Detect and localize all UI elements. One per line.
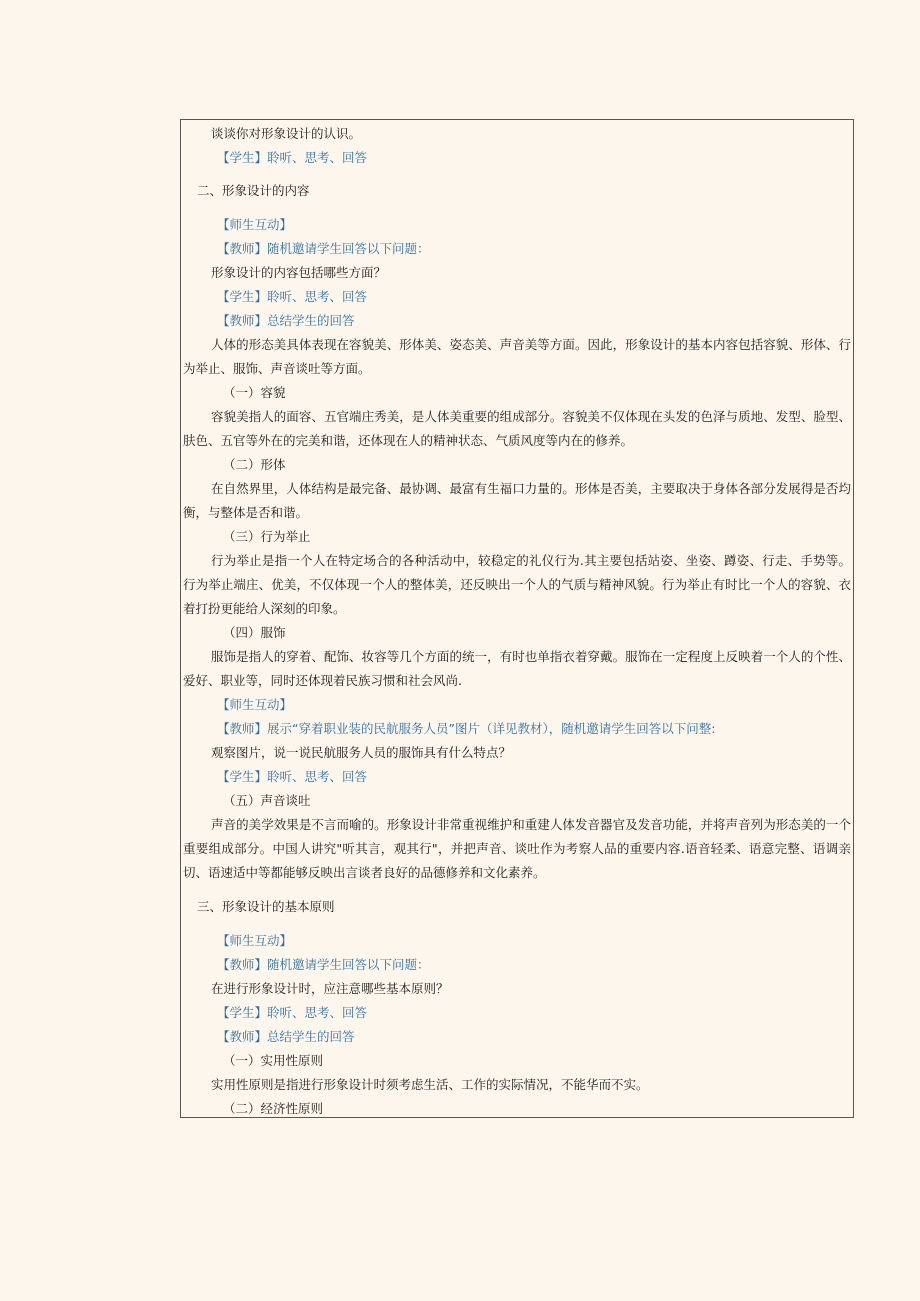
subsection-heading: （五）声音谈吐 — [223, 793, 311, 808]
teacher-prompt-line: 【教师】随机邀请学生回答以下问题： — [217, 241, 430, 256]
section-heading-content: 二、形象设计的内容 — [197, 183, 310, 198]
paragraph-body: 行为举止是指一个人在特定场合的各种活动中，较稳定的礼仪行为.其主要包括站姿、坐姿、蹲姿、行走、手势等。行为举止端庄、优美，不仅体现一个人的整体美，还反映出一个人的气质与精神风貌。行为举止有时比一个人的容貌、衣着打扮更能给人深刻的印象。 — [183, 553, 851, 616]
teacher-summary-line: 【教师】总结学生的回答 — [217, 1029, 355, 1044]
teacher-summary-line: 【教师】总结学生的回答 — [217, 313, 355, 328]
paragraph-body: 服饰是指人的穿着、配饰、妆容等几个方面的统一，有时也单指衣着穿戴。服饰在一定程度上反映着一个人的个性、爱好、职业等，同时还体现着民族习惯和社会风尚. — [183, 649, 851, 688]
document-frame — [180, 119, 854, 1118]
teacher-prompt-line: 【教师】随机邀请学生回答以下问题： — [217, 957, 430, 972]
paragraph-body: 实用性原则是指进行形象设计时须考虑生活、工作的实际情况，不能华而不实。 — [211, 1077, 649, 1092]
student-response-line: 【学生】聆听、思考、回答 — [217, 289, 368, 304]
paragraph-body: 容貌美指人的面容、五官端庄秀美，是人体美重要的组成部分。容貌美不仅体现在头发的色泽与质地、发型、脸型、肤色、五官等外在的完美和谐，还体现在人的精神状态、气质风度等内在的修养。 — [183, 409, 851, 448]
subsection-heading: （二）经济性原则 — [223, 1101, 324, 1116]
question-line: 观察图片，说一说民航服务人员的服饰具有什么特点？ — [211, 745, 512, 760]
subsection-heading: （一）实用性原则 — [223, 1053, 324, 1068]
interaction-label: 【师生互动】 — [217, 933, 293, 948]
paragraph-body: 人体的形态美具体表现在容貌美、形体美、姿态美、声音美等方面。因此，形象设计的基本内容包括容貌、形体、行为举止、服饰、声音谈吐等方面。 — [183, 337, 851, 376]
text-line: 谈谈你对形象设计的认识。 — [211, 126, 362, 141]
interaction-label: 【师生互动】 — [217, 217, 293, 232]
student-response-line: 【学生】聆听、思考、回答 — [217, 769, 368, 784]
student-response-line: 【学生】聆听、思考、回答 — [217, 150, 368, 165]
interaction-label: 【师生互动】 — [217, 697, 293, 712]
student-response-line: 【学生】聆听、思考、回答 — [217, 1005, 368, 1020]
teacher-prompt-line: 【教师】展示“穿着职业装的民航服务人员”图片（详见教材），随机邀请学生回答以下问整: — [217, 721, 716, 736]
subsection-heading: （二）形体 — [223, 457, 286, 472]
paragraph-body: 声音的美学效果是不言而喻的。形象设计非常重视维护和重建人体发音器官及发音功能，并将声音列为形态美的一个重要组成部分。中国人讲究"听其言，观其行"，并把声音、谈吐作为考察人品的重要内容.语音轻柔、语意完整、语调亲切、语速适中等都能够反映出言谈者良好的品德修养和文化素养。 — [183, 817, 851, 880]
subsection-heading: （一）容貌 — [223, 385, 286, 400]
section-heading-principles: 三、形象设计的基本原则 — [197, 899, 335, 914]
question-line: 在进行形象设计时，应注意哪些基本原则？ — [211, 981, 449, 996]
question-line: 形象设计的内容包括哪些方面？ — [211, 265, 387, 280]
subsection-heading: （三）行为举止 — [223, 529, 311, 544]
subsection-heading: （四）服饰 — [223, 625, 286, 640]
paragraph-body: 在自然界里，人体结构是最完备、最协调、最富有生福口力量的。形体是否美，主要取决于身体各部分发展得是否均衡，与整体是否和谐。 — [183, 481, 851, 520]
